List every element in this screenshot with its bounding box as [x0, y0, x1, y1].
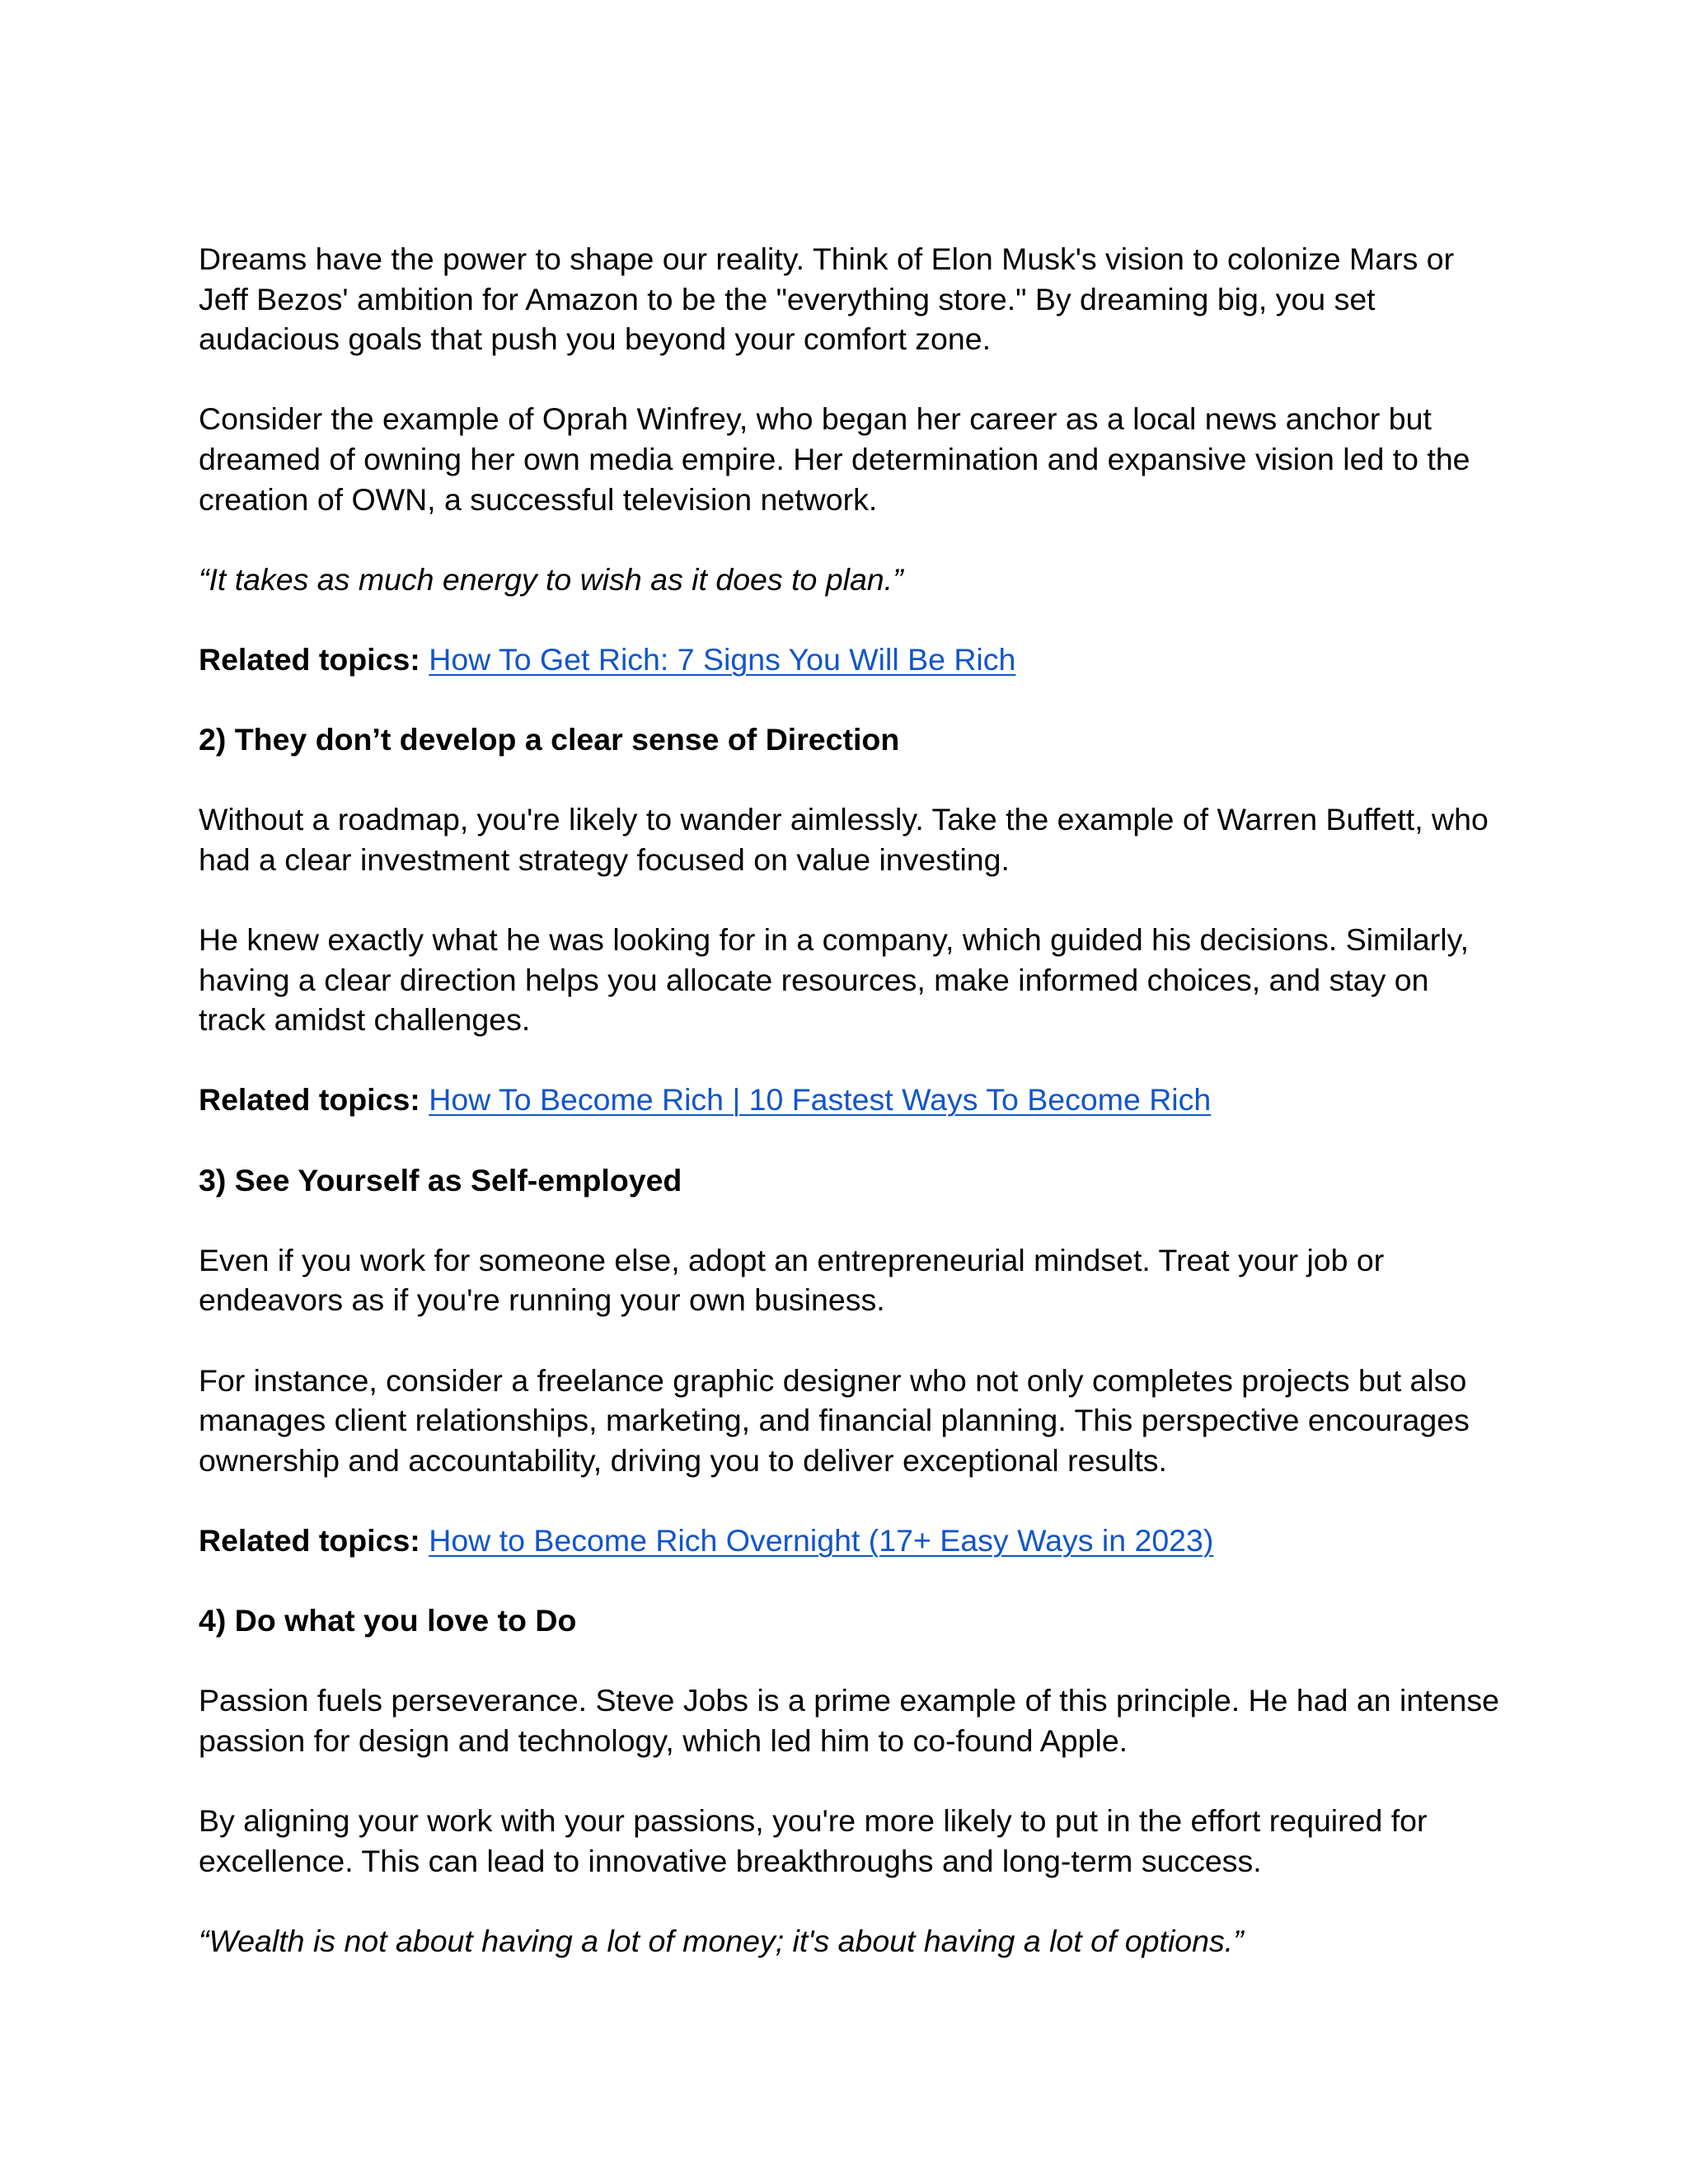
related-link-fastest-ways[interactable]: How To Become Rich | 10 Fastest Ways To Become Rich — [429, 1082, 1212, 1118]
related-topics-label: Related topics: — [199, 1082, 420, 1118]
quote-wealth-options: “Wealth is not about having a lot of money; it's about having a lot of options.” — [199, 1923, 1244, 1958]
paragraph-dreams: Dreams have the power to shape our reality. Think of Elon Musk's vision to colonize Mars or Jeff Bezos' ambition for Amazon to be the "everything store." By dreaming big, you set audacious goals that push you beyond your comfort zone. — [199, 241, 1455, 357]
heading-clear-direction: 2) They don’t develop a clear sense of Direction — [199, 722, 900, 757]
paragraph-freelance: For instance, consider a freelance graphic designer who not only completes projects but also manages client relationships, marketing, and financial planning. This perspective encourages ownership and accountability, driving you to deliver exceptional results. — [199, 1362, 1470, 1478]
paragraph-aligning: By aligning your work with your passions, you're more likely to put in the effort required for excellence. This can lead to innovative breakthroughs and long-term success. — [199, 1803, 1428, 1878]
document-page — [199, 239, 1501, 2001]
related-link-get-rich-signs[interactable]: How To Get Rich: 7 Signs You Will Be Rich — [429, 641, 1016, 677]
related-topics-1 — [199, 640, 1501, 680]
related-topics-3 — [199, 1521, 1501, 1561]
related-topics-label: Related topics: — [199, 641, 420, 677]
related-topics-2 — [199, 1080, 1501, 1120]
paragraph-roadmap: Without a roadmap, you're likely to wander aimlessly. Take the example of Warren Buffett, who had a clear investment strategy focused on value investing. — [199, 802, 1489, 877]
paragraph-passion: Passion fuels perseverance. Steve Jobs is a prime example of this principle. He had an intense passion for design and technology, which led him to co-found Apple. — [199, 1683, 1499, 1758]
heading-do-what-you-love: 4) Do what you love to Do — [199, 1603, 577, 1638]
heading-self-employed: 3) See Yourself as Self-employed — [199, 1162, 682, 1197]
related-topics-label: Related topics: — [199, 1523, 420, 1558]
paragraph-entrepreneurial: Even if you work for someone else, adopt an entrepreneurial mindset. Treat your job or endeavors as if you're running your own business. — [199, 1242, 1385, 1318]
paragraph-buffett: He knew exactly what he was looking for in a company, which guided his decisions. Similarly, having a clear direction helps you allocate resources, make informed choices, and stay on track amidst challenges. — [199, 922, 1469, 1038]
related-link-overnight[interactable]: How to Become Rich Overnight (17+ Easy Ways in 2023) — [429, 1523, 1214, 1558]
quote-wish-plan: “It takes as much energy to wish as it does to plan.” — [199, 561, 903, 597]
paragraph-oprah: Consider the example of Oprah Winfrey, who began her career as a local news anchor but dreamed of owning her own media empire. Her determination and expansive vision led to the creation of OWN, a successful television network. — [199, 401, 1470, 517]
